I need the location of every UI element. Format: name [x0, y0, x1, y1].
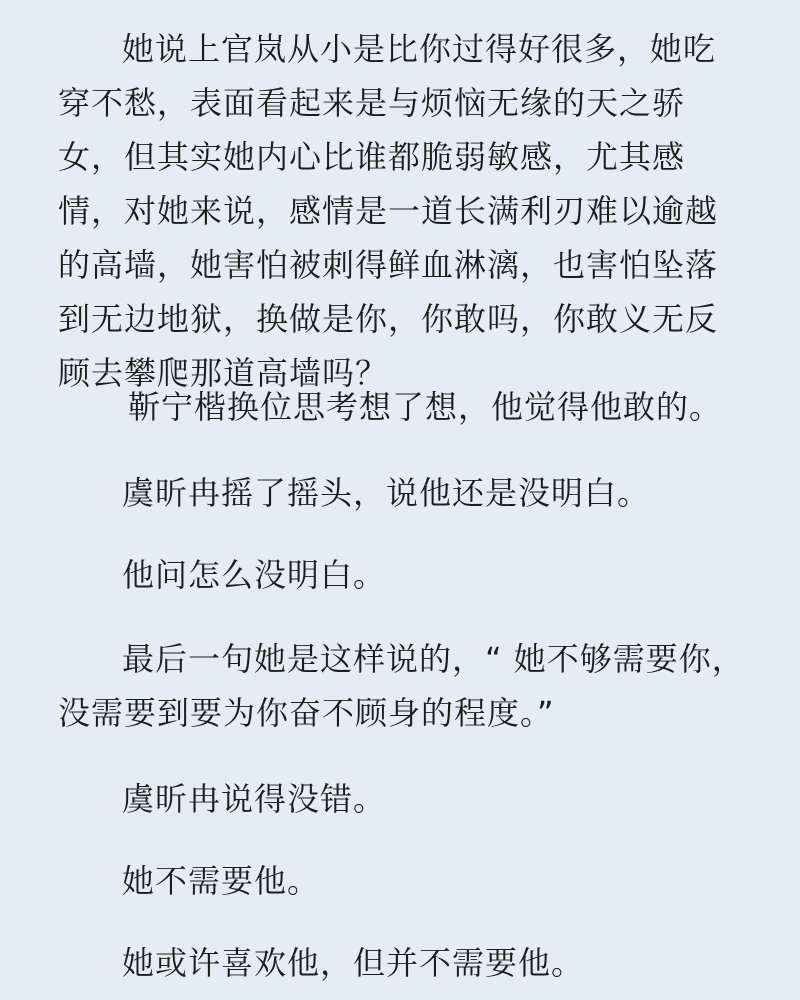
- paragraph-8: 她或许喜欢他，但并不需要他。: [122, 944, 585, 982]
- paragraph-6: 虞昕冉说得没错。: [122, 780, 387, 818]
- paragraph-4: 他问怎么没明白。: [122, 556, 387, 594]
- paragraph-3: 虞昕冉摇了摇头，说他还是没明白。: [122, 474, 651, 512]
- paragraph-2: 靳宁楷换位思考想了想，他觉得他敢的。: [128, 388, 723, 426]
- paragraph-1: 她说上官岚从小是比你过得好很多，她吃穿不愁，表面看起来是与烦恼无缘的天之骄女，但其实她内心比谁都脆弱敏感，尤其感情，对她来说，感情是一道长满利刃难以逾越的高墙，她害怕被刺得鲜血淋漓，也害怕坠落到无边地狱，换做是你，你敢吗，你敢义无反顾去攀爬那道高墙吗？: [58, 30, 719, 392]
- paragraph-7: 她不需要他。: [122, 862, 321, 900]
- paragraph-5: 最后一句她是这样说的，“ 她不够需要你，没需要到要为你奋不顾身的程度。”: [58, 640, 745, 732]
